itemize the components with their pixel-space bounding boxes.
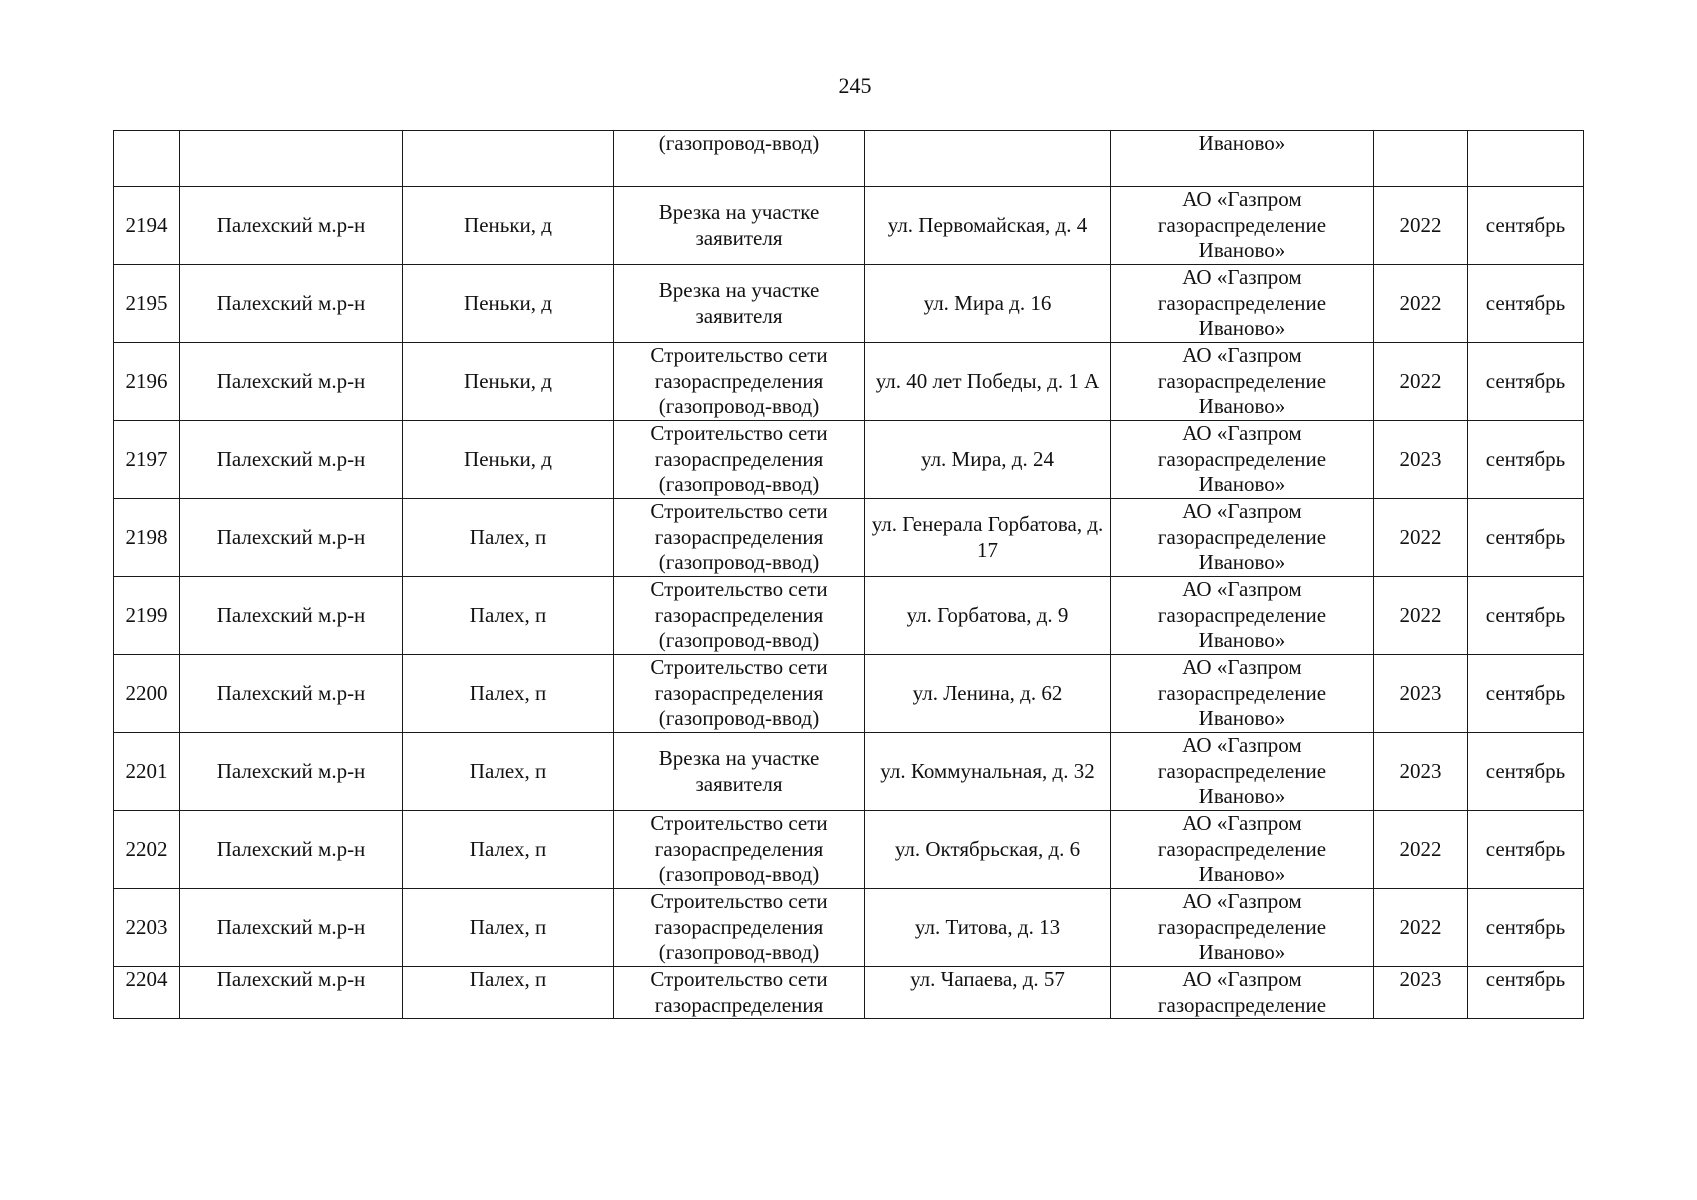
cell-settlement (403, 131, 614, 187)
cell-work: Строительство сети газораспределения (газопровод-ввод) (614, 343, 865, 421)
cell-num (114, 131, 180, 187)
register-table (113, 130, 1584, 1019)
cell-year: 2022 (1374, 499, 1468, 577)
cell-address: ул. Первомайская, д. 4 (865, 187, 1111, 265)
cell-settlement: Палех, п (403, 655, 614, 733)
cell-district: Палехский м.р-н (180, 655, 403, 733)
cell-num: 2198 (114, 499, 180, 577)
cell-year: 2023 (1374, 655, 1468, 733)
table-row (114, 343, 1584, 421)
cell-settlement: Пеньки, д (403, 343, 614, 421)
cell-month: сентябрь (1468, 343, 1584, 421)
cell-year: 2022 (1374, 577, 1468, 655)
cell-settlement: Палех, п (403, 811, 614, 889)
cell-settlement: Пеньки, д (403, 265, 614, 343)
cell-district: Палехский м.р-н (180, 733, 403, 811)
cell-num: 2201 (114, 733, 180, 811)
table-row (114, 733, 1584, 811)
cell-address: ул. Октябрьская, д. 6 (865, 811, 1111, 889)
cell-district: Палехский м.р-н (180, 811, 403, 889)
cell-num: 2200 (114, 655, 180, 733)
cell-num: 2194 (114, 187, 180, 265)
cell-month: сентябрь (1468, 421, 1584, 499)
cell-settlement: Пеньки, д (403, 187, 614, 265)
cell-work: Врезка на участке заявителя (614, 187, 865, 265)
cell-address (865, 131, 1111, 187)
cell-org: АО «Газпром газораспределение Иваново» (1111, 733, 1374, 811)
cell-district: Палехский м.р-н (180, 343, 403, 421)
cell-month: сентябрь (1468, 187, 1584, 265)
cell-work: Строительство сети газораспределения (газопровод-ввод) (614, 421, 865, 499)
cell-address: ул. 40 лет Победы, д. 1 А (865, 343, 1111, 421)
cell-district: Палехский м.р-н (180, 967, 403, 1019)
cell-month: сентябрь (1468, 967, 1584, 1019)
cell-month: сентябрь (1468, 499, 1584, 577)
cell-num: 2195 (114, 265, 180, 343)
cell-year: 2022 (1374, 265, 1468, 343)
cell-org: АО «Газпром газораспределение Иваново» (1111, 499, 1374, 577)
cell-month: сентябрь (1468, 889, 1584, 967)
cell-num: 2204 (114, 967, 180, 1019)
cell-month: сентябрь (1468, 655, 1584, 733)
cell-address: ул. Мира д. 16 (865, 265, 1111, 343)
table-row (114, 811, 1584, 889)
cell-district: Палехский м.р-н (180, 265, 403, 343)
cell-work: Врезка на участке заявителя (614, 265, 865, 343)
cell-month: сентябрь (1468, 733, 1584, 811)
cell-org: АО «Газпром газораспределение Иваново» (1111, 421, 1374, 499)
cell-work: Врезка на участке заявителя (614, 733, 865, 811)
table-row (114, 655, 1584, 733)
cell-address: ул. Генерала Горбатова, д. 17 (865, 499, 1111, 577)
table-row (114, 499, 1584, 577)
cell-district: Палехский м.р-н (180, 187, 403, 265)
cell-org: АО «Газпром газораспределение (1111, 967, 1374, 1019)
cell-settlement: Пеньки, д (403, 421, 614, 499)
cell-org: Иваново» (1111, 131, 1374, 187)
cell-address: ул. Мира, д. 24 (865, 421, 1111, 499)
cell-month (1468, 131, 1584, 187)
cell-num: 2196 (114, 343, 180, 421)
cell-district: Палехский м.р-н (180, 577, 403, 655)
cell-month: сентябрь (1468, 811, 1584, 889)
cell-month: сентябрь (1468, 577, 1584, 655)
cell-month: сентябрь (1468, 265, 1584, 343)
table-row (114, 889, 1584, 967)
cell-num: 2203 (114, 889, 180, 967)
cell-address: ул. Чапаева, д. 57 (865, 967, 1111, 1019)
cell-work: Строительство сети газораспределения (газопровод-ввод) (614, 577, 865, 655)
register-body (114, 131, 1584, 1019)
cell-address: ул. Ленина, д. 62 (865, 655, 1111, 733)
cell-settlement: Палех, п (403, 967, 614, 1019)
cell-work: Строительство сети газораспределения (газопровод-ввод) (614, 889, 865, 967)
cell-org: АО «Газпром газораспределение Иваново» (1111, 187, 1374, 265)
cell-year: 2022 (1374, 187, 1468, 265)
cell-work: Строительство сети газораспределения (газопровод-ввод) (614, 655, 865, 733)
cell-org: АО «Газпром газораспределение Иваново» (1111, 889, 1374, 967)
cell-work: (газопровод-ввод) (614, 131, 865, 187)
table-row (114, 265, 1584, 343)
cell-org: АО «Газпром газораспределение Иваново» (1111, 811, 1374, 889)
cell-district: Палехский м.р-н (180, 499, 403, 577)
cell-address: ул. Коммунальная, д. 32 (865, 733, 1111, 811)
cell-settlement: Палех, п (403, 889, 614, 967)
cell-settlement: Палех, п (403, 733, 614, 811)
cell-year: 2023 (1374, 421, 1468, 499)
cell-year (1374, 131, 1468, 187)
cell-year: 2022 (1374, 889, 1468, 967)
cell-org: АО «Газпром газораспределение Иваново» (1111, 265, 1374, 343)
cell-year: 2023 (1374, 967, 1468, 1019)
table-row (114, 577, 1584, 655)
cell-year: 2022 (1374, 811, 1468, 889)
cell-org: АО «Газпром газораспределение Иваново» (1111, 577, 1374, 655)
cell-address: ул. Титова, д. 13 (865, 889, 1111, 967)
table-row (114, 421, 1584, 499)
cell-year: 2022 (1374, 343, 1468, 421)
cell-org: АО «Газпром газораспределение Иваново» (1111, 343, 1374, 421)
cell-address: ул. Горбатова, д. 9 (865, 577, 1111, 655)
continuation-row (114, 131, 1584, 187)
cell-work: Строительство сети газораспределения (газопровод-ввод) (614, 499, 865, 577)
cell-year: 2023 (1374, 733, 1468, 811)
page-number: 245 (838, 73, 872, 98)
cell-settlement: Палех, п (403, 499, 614, 577)
cell-num: 2199 (114, 577, 180, 655)
table-row (114, 187, 1584, 265)
cell-work: Строительство сети газораспределения (614, 967, 865, 1019)
cell-num: 2197 (114, 421, 180, 499)
cell-district: Палехский м.р-н (180, 421, 403, 499)
cell-org: АО «Газпром газораспределение Иваново» (1111, 655, 1374, 733)
cell-district (180, 131, 403, 187)
table-row (114, 967, 1584, 1019)
cell-work: Строительство сети газораспределения (газопровод-ввод) (614, 811, 865, 889)
cell-num: 2202 (114, 811, 180, 889)
cell-district: Палехский м.р-н (180, 889, 403, 967)
cell-settlement: Палех, п (403, 577, 614, 655)
